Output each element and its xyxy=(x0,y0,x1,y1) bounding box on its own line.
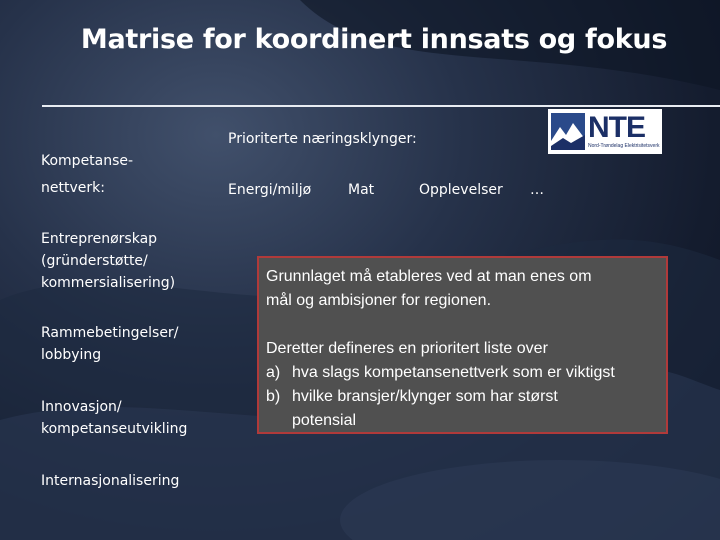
info-paragraph-1 xyxy=(266,265,592,313)
logo-name: NTE xyxy=(588,111,645,144)
title-divider xyxy=(42,105,720,107)
info-line: Deretter defineres en prioritert liste over xyxy=(266,340,548,357)
row-line: (gründerstøtte/ xyxy=(41,253,148,269)
row-line: kompetanseutvikling xyxy=(41,421,188,437)
row-line: Entreprenørskap xyxy=(41,231,158,247)
row-line: Rammebetingelser/ xyxy=(41,325,179,341)
competence-network-label-line2: nettverk: xyxy=(41,180,105,196)
slide-title: Matrise for koordinert innsats og fokus xyxy=(80,24,668,55)
cluster-food: Mat xyxy=(348,182,375,198)
info-box xyxy=(257,256,668,434)
row-line: lobbying xyxy=(41,347,102,363)
nte-mountain-icon xyxy=(551,113,585,150)
row-framework-conditions xyxy=(41,322,178,366)
list-marker: a) xyxy=(266,364,281,381)
logo-subtitle: Nord-Trøndelag Elektrisitetsverk xyxy=(588,143,660,149)
competence-network-label-line1: Kompetanse- xyxy=(41,153,134,169)
row-line: Innovasjon/ xyxy=(41,399,122,415)
list-item-b xyxy=(266,385,615,409)
list-item-text: hva slags kompetansenettverk som er viktigst xyxy=(292,364,615,381)
info-line: mål og ambisjoner for regionen. xyxy=(266,292,492,309)
cluster-more: … xyxy=(530,182,544,198)
nte-logo xyxy=(548,109,662,154)
list-item-a xyxy=(266,361,615,385)
cluster-experiences: Opplevelser xyxy=(419,182,503,198)
list-item-continuation: potensial xyxy=(292,412,357,429)
info-paragraph-2 xyxy=(266,337,615,433)
row-internationalization xyxy=(41,470,179,492)
row-line: Internasjonalisering xyxy=(41,473,180,489)
row-innovation xyxy=(41,396,187,440)
cluster-energy: Energi/miljø xyxy=(228,182,312,198)
info-line: Grunnlaget må etableres ved at man enes om xyxy=(266,268,592,285)
list-item-text: hvilke bransjer/klynger som har størst xyxy=(292,388,558,405)
row-line: kommersialisering) xyxy=(41,275,176,291)
priority-clusters-label: Prioriterte næringsklynger: xyxy=(228,131,417,147)
row-entrepreneurship xyxy=(41,228,175,294)
list-marker: b) xyxy=(266,388,281,405)
